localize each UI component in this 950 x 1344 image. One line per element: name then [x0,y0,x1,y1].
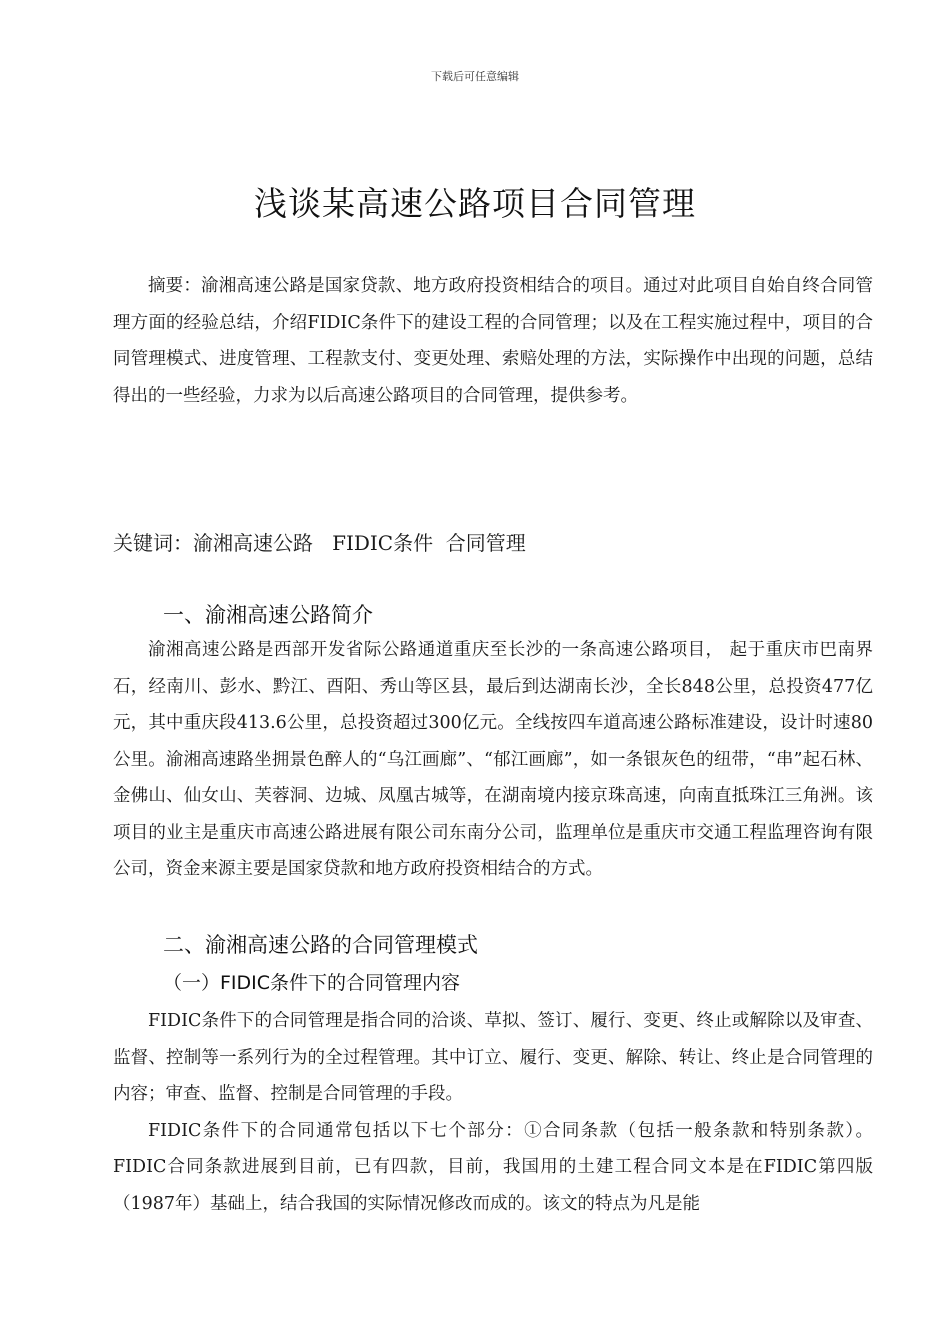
abstract-paragraph: 摘要：渝湘高速公路是国家贷款、地方政府投资相结合的项目。通过对此项目自始自终合同管理方面的经验总结，介绍FIDIC条件下的建设工程的合同管理；以及在工程实施过程中，项目的合同管理模式、进度管理、工程款支付、变更处理、索赔处理的方法，实际操作中出现的问题，总结得出的一些经验，力求为以后高速公路项目的合同管理，提供参考。 [113,276,873,406]
section-2-heading: 二、渝湘高速公路的合同管理模式 [163,933,478,957]
section-1-paragraph: 渝湘高速公路是西部开发省际公路通道重庆至长沙的一条高速公路项目， 起于重庆市巴南界石，经南川、彭水、黔江、酉阳、秀山等区县，最后到达湖南长沙，全长848公里，总投资477亿元，其中重庆段413.6公里，总投资超过300亿元。全线按四车道高速公路标准建设，设计时速80公里。渝湘高速路坐拥景色醉人的“乌江画廊”、“郁江画廊”，如一条银灰色的纽带，“串”起石林、金佛山、仙女山、芙蓉洞、边城、凤凰古城等，在湖南境内接京珠高速，向南直抵珠江三角洲。该项目的业主是重庆市高速公路进展有限公司东南分公司，监理单位是重庆市交通工程监理咨询有限公司，资金来源主要是国家贷款和地方政府投资相结合的方式。 [113,640,873,879]
section-1-body [113,632,873,888]
section-1-heading: 一、渝湘高速公路简介 [163,603,373,627]
section-2-paragraph-2: FIDIC条件下的合同通常包括以下七个部分：①合同条款（包括一般条款和特别条款）。FIDIC合同条款进展到目前，已有四款，目前，我国用的土建工程合同文本是在FIDIC第四版（1987年）基础上，结合我国的实际情况修改而成的。该文的特点为凡是能 [113,1120,873,1214]
header-note: 下载后可任意编辑 [431,70,519,83]
section-2-subheading: （一）FIDIC条件下的合同管理内容 [163,972,461,994]
abstract-block [113,268,873,414]
section-2-body [113,1003,873,1222]
keywords-line: 关键词：渝湘高速公路 FIDIC条件 合同管理 [113,531,526,555]
section-2-paragraph-1: FIDIC条件下的合同管理是指合同的洽谈、草拟、签订、履行、变更、终止或解除以及审查、监督、控制等一系列行为的全过程管理。其中订立、履行、变更、解除、转让、终止是合同管理的内容；审查、监督、控制是合同管理的手段。 [113,1011,873,1104]
page-title: 浅谈某高速公路项目合同管理 [254,184,696,223]
